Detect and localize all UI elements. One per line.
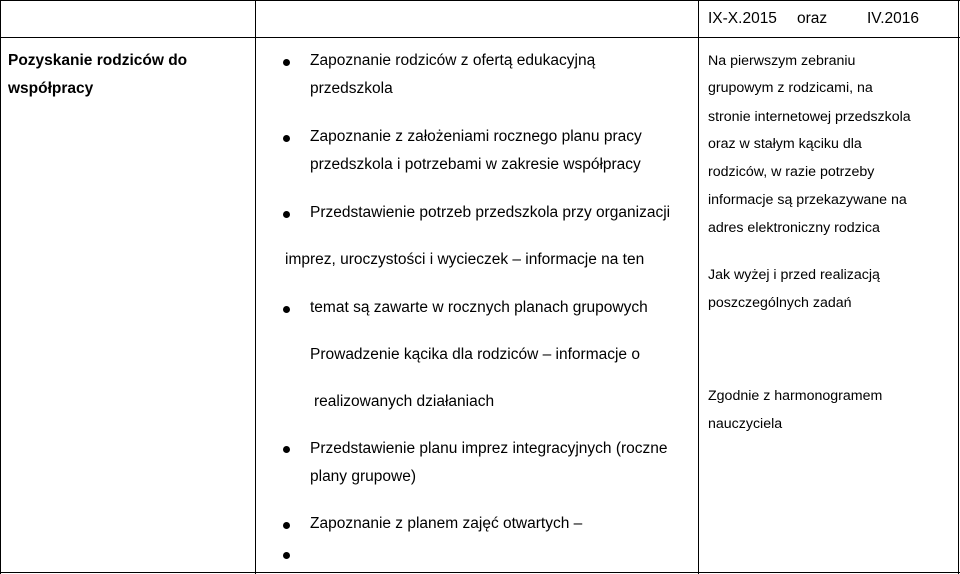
term-1-line-5: rodziców, w razie potrzeby bbox=[708, 164, 875, 180]
list-bullet bbox=[283, 135, 290, 142]
activity-4-line-1: Prowadzenie kącika dla rodziców – informacje o bbox=[310, 346, 640, 363]
date-connector: oraz bbox=[797, 10, 828, 27]
activity-5-line-2: plany grupowe) bbox=[310, 468, 416, 485]
table-border-top bbox=[0, 0, 960, 1]
table-column-divider-1 bbox=[255, 0, 256, 574]
list-bullet bbox=[283, 552, 290, 559]
term-2-line-2: poszczególnych zadań bbox=[708, 295, 852, 311]
table-border-left bbox=[0, 0, 1, 574]
list-bullet bbox=[283, 59, 290, 66]
table-header-separator bbox=[0, 37, 960, 38]
term-1-line-1: Na pierwszym zebraniu bbox=[708, 53, 856, 69]
list-bullet bbox=[283, 211, 290, 218]
activity-2-line-1: Zapoznanie z założeniami rocznego planu pracy bbox=[310, 128, 642, 145]
activity-3-line-2: imprez, uroczystości i wycieczek – informacje na ten bbox=[285, 251, 645, 268]
activity-6-line-1: Zapoznanie z planem zajęć otwartych – bbox=[310, 515, 583, 532]
activity-4-line-2: realizowanych działaniach bbox=[314, 393, 495, 410]
table-border-bottom bbox=[0, 572, 960, 573]
list-bullet bbox=[283, 446, 290, 453]
list-bullet bbox=[283, 522, 290, 529]
term-1-line-7: adres elektroniczny rodzica bbox=[708, 220, 880, 236]
table-column-divider-2 bbox=[698, 0, 699, 574]
table-border-right bbox=[958, 0, 959, 574]
activity-1-line-1: Zapoznanie rodziców z ofertą edukacyjną bbox=[310, 52, 596, 69]
term-2-line-1: Jak wyżej i przed realizacją bbox=[708, 267, 880, 283]
term-1-line-3: stronie internetowej przedszkola bbox=[708, 109, 911, 125]
activity-3-line-1: Przedstawienie potrzeb przedszkola przy organizacji bbox=[310, 204, 671, 221]
task-title-line-2: współpracy bbox=[8, 80, 94, 97]
activity-1-line-2: przedszkola bbox=[310, 80, 393, 97]
task-title-line-1: Pozyskanie rodziców do bbox=[8, 52, 188, 69]
date-start: IX-X.2015 bbox=[708, 10, 777, 27]
term-1-line-6: informacje są przekazywane na bbox=[708, 192, 907, 208]
term-3-line-2: nauczyciela bbox=[708, 416, 783, 432]
term-1-line-2: grupowym z rodzicami, na bbox=[708, 80, 873, 96]
date-end: IV.2016 bbox=[867, 10, 920, 27]
term-3-line-1: Zgodnie z harmonogramem bbox=[708, 388, 883, 404]
term-1-line-4: oraz w stałym kąciku dla bbox=[708, 136, 862, 152]
activity-5-line-1: Przedstawienie planu imprez integracyjnych (roczne bbox=[310, 440, 668, 457]
activity-3-line-3: temat są zawarte w rocznych planach grupowych bbox=[310, 299, 648, 316]
activity-2-line-2: przedszkola i potrzebami w zakresie współpracy bbox=[310, 156, 641, 173]
list-bullet bbox=[283, 306, 290, 313]
